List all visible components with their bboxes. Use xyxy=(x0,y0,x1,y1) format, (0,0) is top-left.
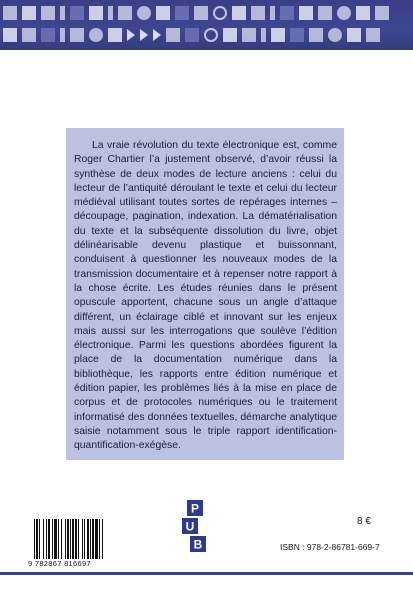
pattern-square xyxy=(41,6,55,20)
pattern-square xyxy=(299,6,313,20)
barcode-digits: 9 782867 816697 xyxy=(28,559,91,568)
barcode-bar xyxy=(48,519,50,559)
barcode-bar xyxy=(75,519,77,559)
pattern-circle xyxy=(337,6,351,20)
pattern-square xyxy=(194,6,208,20)
back-cover-blurb: La vraie révolution du texte électronique est, comme Roger Chartier l’a justement observé, d’avoir réussi la synthèse de deux modes de lecture anciens : celui du lecteur de l’antiquité déroulant le texte et celui du lecteur médiéval utilisant toutes sortes de repérages internes – découpage, pagination, indexation. La dématérialisation du texte et la subséquente dissolution du livre, objet délinéarisable devenu plastique et buissonnant, conduisent à questionner les nouveaux modes de la transmission documentaire et à repenser notre rapport à la chose écrite. Les études réunies dans le présent opuscule apportent, chacune sous un angle d’attaque différent, un éclairage ciblé et innovant sur les enjeux mais aussi sur les interrogations que soulève l’édition électronique. Parmi les questions abordées figurent la place de la documentation numérique dans la bibliothèque, les rapports entre édition numérique et édition papier, les problèmes liés à la mise en place de corpus et de protocoles numériques ou le traitement informatisé des données textuelles, démarche analytique saisie notamment sous le triple rapport identification-quantification-exégèse. xyxy=(74,140,337,452)
pattern-square xyxy=(309,28,323,42)
pattern-square xyxy=(280,6,294,20)
barcode-bar xyxy=(82,519,83,559)
pattern-square xyxy=(22,28,36,42)
pattern-square xyxy=(242,28,256,42)
decorative-banner xyxy=(0,0,413,50)
pattern-bar xyxy=(270,6,275,20)
barcode-bar xyxy=(54,519,57,559)
barcode-bar xyxy=(61,519,62,559)
barcode-bar xyxy=(36,519,38,559)
pattern-square xyxy=(108,28,122,42)
barcode-bar xyxy=(70,519,71,559)
barcode-bar xyxy=(84,519,85,559)
pattern-circle xyxy=(328,28,342,42)
barcode-bar xyxy=(67,519,69,559)
barcode-bar xyxy=(99,519,100,559)
barcode-bar xyxy=(46,519,47,559)
pattern-square xyxy=(22,6,36,20)
pattern-square xyxy=(232,6,246,20)
pattern-triangle xyxy=(153,29,161,41)
pattern-square xyxy=(318,6,332,20)
pattern-triangle xyxy=(127,29,135,41)
pattern-square xyxy=(366,28,380,42)
pattern-circle xyxy=(89,28,103,42)
pattern-square xyxy=(70,28,84,42)
barcode-bar xyxy=(52,519,53,559)
barcode-bar xyxy=(65,519,66,559)
pattern-square xyxy=(347,28,361,42)
publisher-logo xyxy=(179,500,209,552)
pattern-square xyxy=(3,28,17,42)
pattern-square xyxy=(223,28,237,42)
pattern-square xyxy=(375,6,389,20)
barcode-bar xyxy=(58,519,59,559)
pattern-square xyxy=(3,6,17,20)
pattern-bar xyxy=(108,6,113,20)
pattern-square xyxy=(271,28,285,42)
pattern-square xyxy=(41,28,55,42)
pattern-bar xyxy=(261,28,266,42)
logo-letter-b: B xyxy=(193,537,203,552)
banner-pattern-row xyxy=(0,6,413,20)
pattern-square xyxy=(118,6,132,20)
pattern-square xyxy=(185,28,199,42)
barcode-bar xyxy=(72,519,74,559)
blurb-box xyxy=(66,128,344,460)
bottom-rule xyxy=(0,572,413,575)
pattern-square xyxy=(175,6,189,20)
barcode-bar xyxy=(34,519,35,559)
logo-letter-u: U xyxy=(185,519,195,534)
barcode-bar xyxy=(39,519,40,559)
barcode-bar xyxy=(92,519,94,559)
pattern-square xyxy=(156,6,170,20)
pattern-ring xyxy=(204,28,218,42)
logo-letter-p: P xyxy=(190,501,200,516)
pattern-square xyxy=(251,6,265,20)
barcode-bar xyxy=(90,519,91,559)
barcode-bar xyxy=(43,519,44,559)
isbn-label: ISBN : 978-2-86781-669-7 xyxy=(280,542,380,552)
pattern-bar xyxy=(60,28,65,42)
barcode-bar xyxy=(87,519,89,559)
price-label: 8 € xyxy=(357,516,371,527)
pattern-square xyxy=(70,6,84,20)
pattern-circle xyxy=(137,6,151,20)
pattern-square xyxy=(166,28,180,42)
barcode-bar xyxy=(78,519,79,559)
pattern-ring xyxy=(213,6,227,20)
pattern-square xyxy=(356,6,370,20)
isbn-barcode xyxy=(33,519,128,559)
pattern-square xyxy=(290,28,304,42)
barcode-bar xyxy=(95,519,98,559)
pattern-square xyxy=(89,6,103,20)
pattern-bar xyxy=(60,6,65,20)
pattern-triangle xyxy=(140,29,148,41)
banner-pattern-row xyxy=(0,28,413,42)
barcode-bar xyxy=(102,519,103,559)
